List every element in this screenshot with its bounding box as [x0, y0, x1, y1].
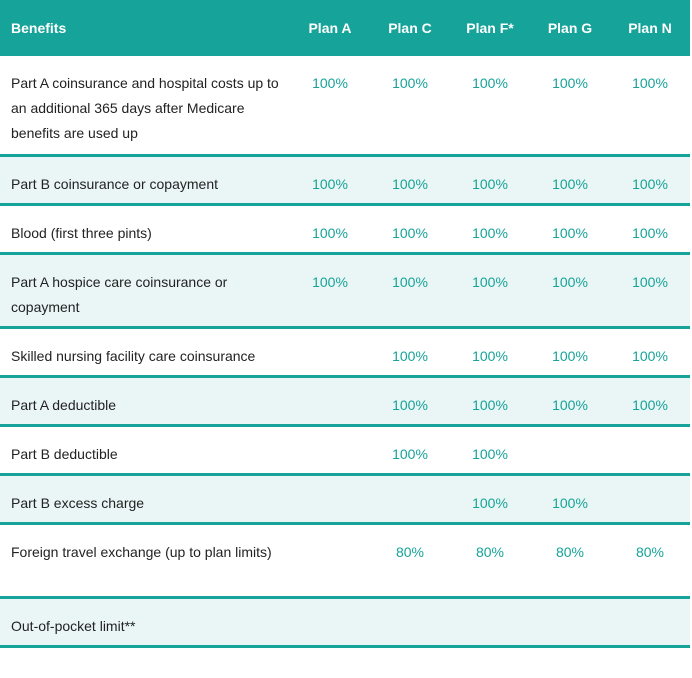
coverage-plan-n: [610, 597, 690, 646]
coverage-plan-n: 80%: [635, 543, 665, 560]
coverage-plan-n: 100%: [632, 347, 668, 364]
coverage-plan-n: 100%: [632, 75, 668, 91]
coverage-plan-a: 100%: [312, 224, 348, 241]
coverage-plan-a: 100%: [312, 75, 348, 91]
coverage-plan-c: [370, 474, 450, 523]
coverage-plan-g: [530, 597, 610, 646]
coverage-plan-g: 100%: [552, 224, 588, 241]
coverage-plan-f: 100%: [472, 75, 508, 91]
header-benefits: Benefits: [11, 20, 67, 36]
coverage-plan-a: [290, 523, 370, 597]
table-row: [0, 155, 690, 204]
table-row: [0, 327, 690, 376]
coverage-plan-f: 100%: [472, 494, 508, 511]
table-row: [0, 376, 690, 425]
coverage-plan-f: [450, 597, 530, 646]
benefit-name: Part A hospice care coinsurance or copayment: [11, 273, 228, 315]
table-row: [0, 523, 690, 597]
table-row: [0, 597, 690, 646]
coverage-plan-c: 80%: [395, 543, 425, 560]
header-plan-a: Plan A: [308, 20, 352, 36]
table-row: [0, 425, 690, 474]
coverage-plan-g: [530, 425, 610, 474]
benefit-name: Part A coinsurance and hospital costs up to an additional 365 days after Medicare benefits are used up: [11, 75, 279, 141]
coverage-plan-c: 100%: [392, 175, 428, 192]
coverage-plan-f: 100%: [472, 396, 508, 413]
coverage-plan-n: 100%: [632, 273, 668, 290]
coverage-plan-a: 100%: [312, 175, 348, 192]
coverage-plan-g: 100%: [552, 273, 588, 290]
coverage-plan-a: [290, 474, 370, 523]
table-row: [0, 253, 690, 327]
header-plan-c: Plan C: [388, 20, 432, 36]
coverage-plan-g: 80%: [555, 543, 585, 560]
coverage-plan-f: 100%: [472, 445, 508, 462]
benefit-name: Skilled nursing facility care coinsurance: [11, 347, 256, 364]
coverage-plan-c: 100%: [392, 347, 428, 364]
coverage-plan-g: 100%: [552, 347, 588, 364]
coverage-plan-n: [610, 425, 690, 474]
coverage-plan-f: 100%: [472, 273, 508, 290]
benefit-name: Part B deductible: [11, 445, 118, 462]
coverage-plan-c: 100%: [392, 396, 428, 413]
benefit-name: Part A deductible: [11, 396, 117, 413]
coverage-plan-n: 100%: [632, 224, 668, 241]
coverage-plan-g: 100%: [552, 396, 588, 413]
header-plan-n: Plan N: [628, 20, 672, 36]
coverage-plan-c: 100%: [392, 445, 428, 462]
coverage-plan-g: 100%: [552, 75, 588, 91]
coverage-plan-g: 100%: [552, 175, 588, 192]
benefit-name: Part B coinsurance or copayment: [11, 175, 218, 192]
coverage-plan-g: 100%: [552, 494, 588, 511]
benefit-name: Foreign travel exchange (up to plan limits): [11, 543, 272, 560]
coverage-plan-n: [610, 474, 690, 523]
coverage-plan-a: [290, 327, 370, 376]
coverage-plan-a: 100%: [312, 273, 348, 290]
header-plan-g: Plan G: [547, 20, 593, 36]
benefit-name: Out-of-pocket limit**: [11, 617, 136, 634]
coverage-plan-f: 80%: [475, 543, 505, 560]
coverage-plan-f: 100%: [472, 175, 508, 192]
coverage-plan-c: 100%: [392, 273, 428, 290]
table-row: [0, 56, 690, 155]
benefit-name: Part B excess charge: [11, 494, 145, 511]
coverage-plan-c: [370, 597, 450, 646]
coverage-plan-a: [290, 597, 370, 646]
coverage-plan-a: [290, 376, 370, 425]
coverage-plan-f: 100%: [472, 224, 508, 241]
header-plan-f: Plan F*: [466, 20, 514, 36]
coverage-plan-a: [290, 425, 370, 474]
coverage-plan-n: 100%: [632, 175, 668, 192]
table-row: [0, 204, 690, 253]
coverage-plan-n: 100%: [632, 396, 668, 413]
coverage-plan-c: 100%: [392, 224, 428, 241]
coverage-plan-c: 100%: [392, 75, 428, 91]
table-row: [0, 474, 690, 523]
coverage-plan-f: 100%: [472, 347, 508, 364]
table-header-row: [0, 0, 690, 56]
benefit-name: Blood (first three pints): [11, 224, 152, 241]
